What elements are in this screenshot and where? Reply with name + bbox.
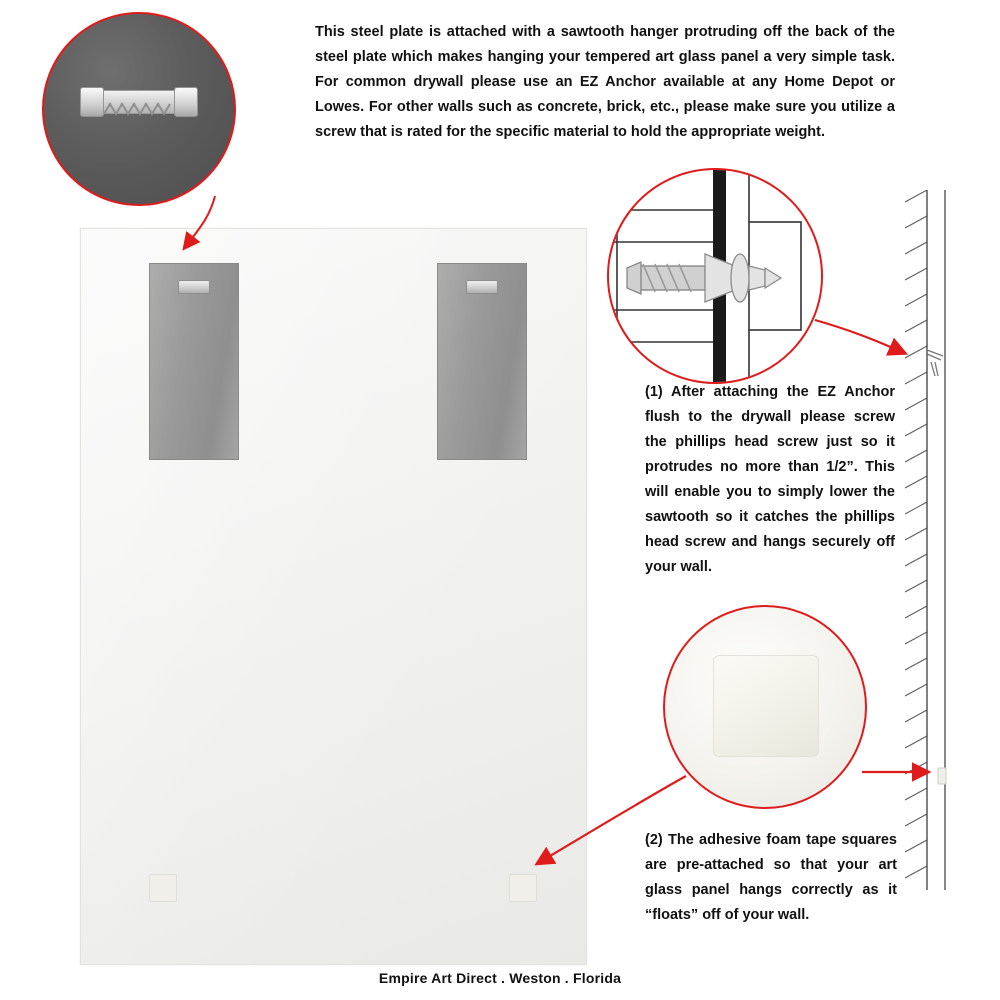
ez-anchor-screw-closeup xyxy=(607,168,823,384)
sawtooth-hanger-right-icon xyxy=(466,280,498,294)
foam-square-bottom-left xyxy=(149,874,177,902)
wall-cross-section xyxy=(905,190,965,890)
art-glass-panel xyxy=(80,228,587,965)
arrow-anchor-to-wall xyxy=(815,320,902,352)
hanger-end-right xyxy=(174,87,198,117)
top-instruction-paragraph: This steel plate is attached with a sawtooth hanger protruding off the back of the steel plate which makes hanging your tempered art glass panel a very simple task. For common drywall please use an EZ Anchor available at any Home Depot or Lowes. For other walls such as concrete, brick, etc., please make sure you utilize a screw that is rated for the specific material to hold the appropriate weight. xyxy=(315,24,895,140)
sawtooth-hanger-left-icon xyxy=(178,280,210,294)
anchor-diagram-icon xyxy=(609,170,821,382)
step-1-text: (1) After attaching the EZ Anchor flush to the drywall please screw the phillips head screw just so it protrudes no more than 1/2”. This will enable you to simply lower the sawtooth so it catches the phillips head screw and hangs securely off your wall. xyxy=(645,384,895,575)
foam-pad-icon xyxy=(713,655,819,757)
step-2-text: (2) The adhesive foam tape squares are pre-attached so that your art glass panel hangs correctly as it “floats” off of your wall. xyxy=(645,832,897,923)
sawtooth-teeth-icon xyxy=(104,102,172,116)
hanger-end-left xyxy=(80,87,104,117)
sawtooth-hanger-icon xyxy=(82,90,194,124)
sawtooth-hanger-closeup xyxy=(42,12,236,206)
adhesive-foam-pad-closeup xyxy=(663,605,867,809)
footer-brand: Empire Art Direct . Weston . Florida xyxy=(378,970,622,986)
foam-square-bottom-right xyxy=(509,874,537,902)
steel-plate-right xyxy=(437,263,527,460)
steel-plate-left xyxy=(149,263,239,460)
